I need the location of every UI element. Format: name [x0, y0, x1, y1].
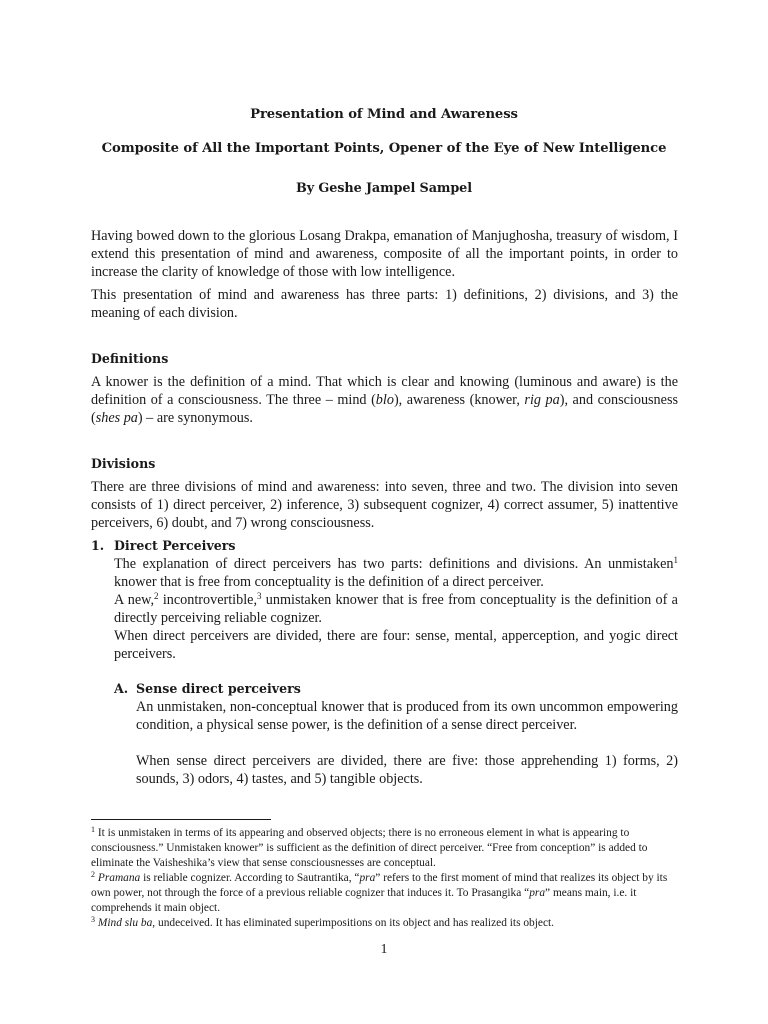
page-number: 1 — [380, 942, 388, 957]
section-1-paragraph-2: A new,$^2$ incontrovertible,$^3$ unmistaken knower that is free from conceptuality is the definition of a directly perceiving reliable cognizer. — [114, 591, 678, 626]
footnote-2: $^2$ Pramana is reliable cognizer. According to Sautrantika, “pra” refers to the first moment of mind that realizes its object by its own power, not through the force of a previous reliable cognizer that induces it. To Prasangika “pra” means main, i.e. it comprehends it main object. — [91, 870, 668, 914]
footnote-separator — [91, 819, 271, 820]
document-author: By Geshe Jampel Sampel — [295, 181, 472, 196]
footnote-ref-3: 3 — [257, 591, 262, 601]
subsection-a-paragraph-2: When sense direct perceivers are divided, there are five: those apprehending 1) forms, 2) sounds, 3) odors, 4) tastes, and 5) tangible objects. — [136, 753, 678, 787]
footnote-1: $^1$ It is unmistaken in terms of its appearing and observed objects; there is no erroneous element in what is appearing to consciousness.” Unmistaken knower” is sufficient as the definition of direct perceiver. “Free from conception” is added to eliminate the Vaisheshika’s view that sense consciousnesses are conceptual. — [91, 825, 648, 869]
section-1-number: 1. — [91, 538, 105, 553]
subsection-a-heading: Sense direct perceivers — [136, 681, 301, 696]
subsection-a-paragraph-1: An unmistaken, non-conceptual knower that is produced from its own uncommon empowering condition, a physical sense power, is the definition of a sense direct perceiver. — [136, 699, 678, 733]
section-1-paragraph-3: When direct perceivers are divided, there are four: sense, mental, apperception, and yogic direct perceivers. — [114, 628, 678, 662]
divisions-paragraph: There are three divisions of mind and awareness: into seven, three and two. The division into seven consists of 1) direct perceiver, 2) inference, 3) subsequent cognizer, 4) correct assumer, 5) inattentive perceivers, 6) doubt, and 7) wrong consciousness. — [91, 479, 678, 531]
divisions-heading: Divisions — [91, 456, 156, 471]
definitions-paragraph: A knower is the definition of a mind. That which is clear and knowing (luminous and aware) is the definition of a consciousness. The three – mind (blo), awareness (knower, rig pa), and consciousness (shes pa) – are synonymous. — [91, 374, 678, 426]
footnote-ref-1: 1 — [673, 555, 678, 565]
footnote-ref-2: 2 — [154, 591, 159, 601]
document-title: Presentation of Mind and Awareness — [250, 107, 518, 122]
definitions-heading: Definitions — [91, 351, 169, 366]
subsection-a-letter: A. — [114, 681, 129, 696]
footnote-3: $^3$ Mind slu ba, undeceived. It has eliminated superimpositions on its object and has realized its object. — [91, 915, 555, 929]
intro-paragraph-1: Having bowed down to the glorious Losang Drakpa, emanation of Manjughosha, treasury of wisdom, I extend this presentation of mind and awareness, composite of all the important points, in order to increase the clarity of knowledge of those with low intelligence. — [91, 228, 678, 280]
document-subtitle: Composite of All the Important Points, Opener of the Eye of New Intelligence — [101, 141, 667, 156]
section-1-heading: Direct Perceivers — [114, 538, 236, 553]
intro-paragraph-2: This presentation of mind and awareness has three parts: 1) definitions, 2) divisions, and 3) the meaning of each division. — [91, 287, 678, 321]
section-1-paragraph-1: The explanation of direct perceivers has two parts: definitions and divisions. An unmistaken$^1$ knower that is free from conceptuality is the definition of a direct perceiver. — [114, 555, 678, 590]
